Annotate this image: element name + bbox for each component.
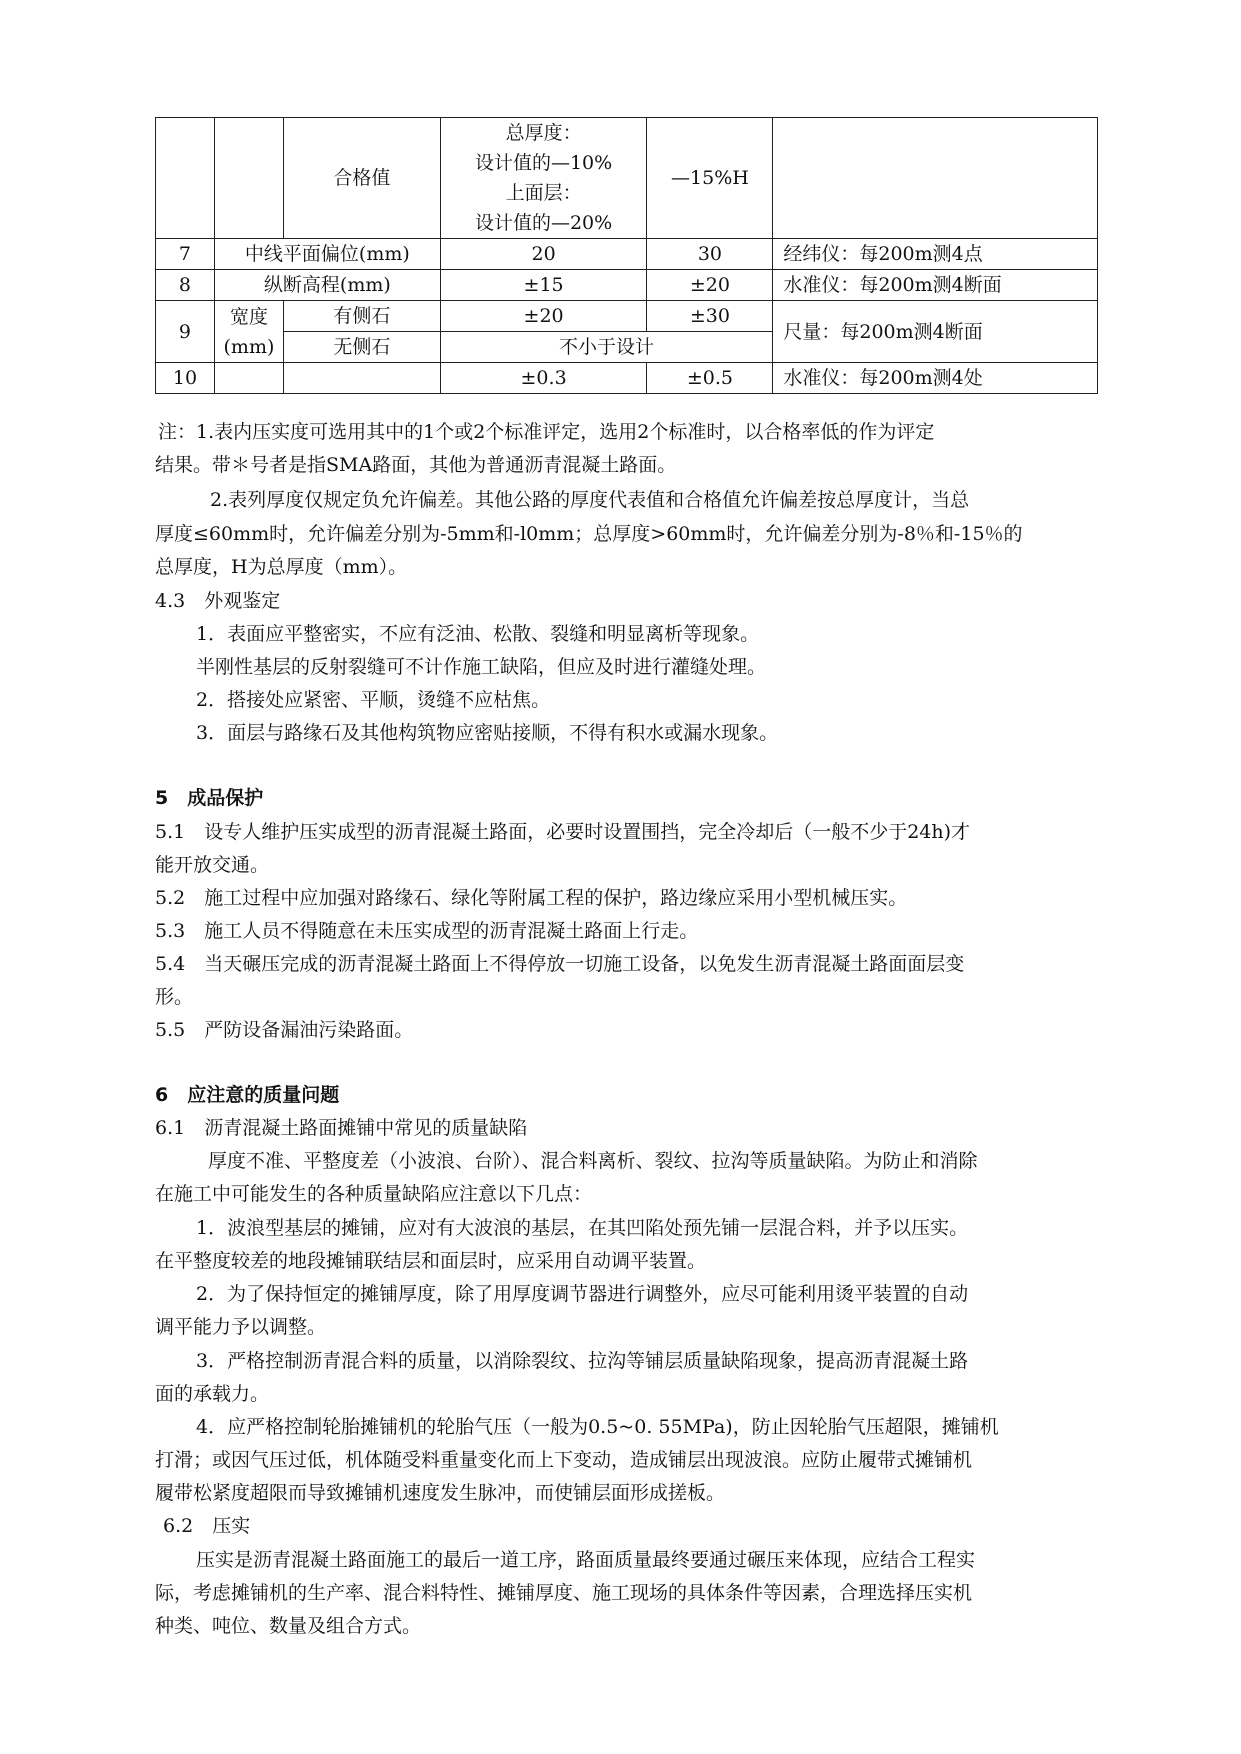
design-line: 总厚度： — [505, 122, 582, 144]
subsection-heading: 6.2 压实 — [163, 1515, 251, 1537]
row-item: 纵断高程(mm) — [214, 270, 440, 301]
table-row — [156, 239, 1098, 270]
paragraph: 能开放交通。 — [155, 854, 270, 876]
row-number: 8 — [156, 270, 215, 301]
paragraph: 压实是沥青混凝土路面施工的最后一道工序，路面质量最终要通过碾压来体现，应结合工程实 — [196, 1549, 976, 1571]
row-value: ±30 — [647, 301, 773, 332]
width-group — [214, 301, 283, 363]
row-number: 10 — [156, 363, 215, 394]
note-text: 厚度≤60mm时，允许偏差分别为-5mm和-l0mm；总厚度>60mm时，允许偏差分别为-8％和-15％的 — [155, 523, 1023, 545]
row-value: ±0.3 — [440, 363, 647, 394]
paragraph: 3．严格控制沥青混合料的质量，以消除裂纹、拉沟等铺层质量缺陷现象，提高沥青混凝土路 — [196, 1350, 969, 1372]
table-cell — [283, 363, 440, 394]
subsection-heading: 6.1 沥青混凝土路面摊铺中常见的质量缺陷 — [155, 1117, 528, 1139]
paragraph: 在施工中可能发生的各种质量缺陷应注意以下几点： — [155, 1183, 593, 1205]
section-heading: 4.3 外观鉴定 — [155, 590, 281, 612]
pass-label: 合格值 — [283, 118, 440, 239]
design-line: 设计值的—20% — [474, 212, 613, 234]
note-text: 结果。带＊号者是指SMA路面，其他为普通沥青混凝土路面。 — [155, 454, 677, 476]
table-cell — [773, 118, 1098, 239]
paragraph: 打滑；或因气压过低，机体随受料重量变化而上下变动，造成铺层出现波浪。应防止履带式摊铺机 — [155, 1449, 973, 1471]
other-tolerance: —15%H — [647, 118, 773, 239]
row-method: 经纬仪：每200m测4点 — [773, 239, 1098, 270]
note-text: 注：1.表内压实度可选用其中的1个或2个标准评定，选用2个标准时，以合格率低的作为评定 — [158, 421, 935, 443]
row-value: 30 — [647, 239, 773, 270]
paragraph: 4．应严格控制轮胎摊铺机的轮胎气压（一般为0.5~0. 55MPa)，防止因轮胎气压超限，摊铺机 — [196, 1416, 999, 1438]
section-heading: 5 成品保护 — [155, 787, 264, 809]
row-value: ±0.5 — [647, 363, 773, 394]
row-item: 中线平面偏位(mm) — [214, 239, 440, 270]
design-line: 上面层： — [505, 182, 582, 204]
row-value: 20 — [440, 239, 647, 270]
note-text: 2.表列厚度仅规定负允许偏差。其他公路的厚度代表值和合格值允许偏差按总厚度计，当总 — [210, 489, 970, 511]
paragraph: 面的承载力。 — [155, 1383, 270, 1405]
paragraph: 厚度不准、平整度差（小波浪、台阶）、混合料离析、裂纹、拉沟等质量缺陷。为防止和消除 — [208, 1150, 978, 1172]
paragraph: 1．表面应平整密实，不应有泛油、松散、裂缝和明显离析等现象。 — [196, 623, 760, 645]
table-cell — [214, 363, 283, 394]
paragraph: 5.1 设专人维护压实成型的沥青混凝土路面，必要时设置围挡，完全冷却后（一般不少于24h)才 — [155, 821, 971, 843]
paragraph: 3．面层与路缘石及其他构筑物应密贴接顺，不得有积水或漏水现象。 — [196, 722, 779, 744]
paragraph: 5.3 施工人员不得随意在未压实成型的沥青混凝土路面上行走。 — [155, 920, 699, 942]
sub-item: 有侧石 — [283, 301, 440, 332]
spec-table — [155, 117, 1098, 394]
table-cell — [156, 118, 215, 239]
group-line: (mm) — [223, 335, 275, 358]
row-value: ±20 — [440, 301, 647, 332]
group-line: 宽度 — [229, 305, 268, 328]
design-line: 设计值的—10% — [474, 152, 613, 174]
paragraph: 半刚性基层的反射裂缝可不计作施工缺陷，但应及时进行灌缝处理。 — [196, 656, 767, 678]
table-row — [156, 270, 1098, 301]
design-tolerance — [440, 118, 647, 239]
table-cell — [214, 118, 283, 239]
sub-item: 无侧石 — [283, 332, 440, 363]
section-heading: 6 应注意的质量问题 — [155, 1084, 340, 1106]
table-row — [156, 118, 1098, 239]
paragraph: 形。 — [155, 986, 194, 1008]
paragraph: 在平整度较差的地段摊铺联结层和面层时，应采用自动调平装置。 — [155, 1250, 707, 1272]
row-value: 不小于设计 — [440, 332, 773, 363]
paragraph: 5.2 施工过程中应加强对路缘石、绿化等附属工程的保护，路边缘应采用小型机械压实。 — [155, 887, 908, 909]
paragraph: 2．搭接处应紧密、平顺，烫缝不应枯焦。 — [196, 689, 551, 711]
table-row — [156, 301, 1098, 332]
note-text: 总厚度，H为总厚度（mm）。 — [155, 556, 408, 578]
paragraph: 调平能力予以调整。 — [155, 1316, 327, 1338]
paragraph: 种类、吨位、数量及组合方式。 — [155, 1615, 422, 1637]
paragraph: 1．波浪型基层的摊铺，应对有大波浪的基层，在其凹陷处预先铺一层混合料，并予以压实。 — [196, 1217, 969, 1239]
row-method: 水准仪：每200m测4处 — [773, 363, 1098, 394]
table-row — [156, 363, 1098, 394]
row-value: ±20 — [647, 270, 773, 301]
paragraph: 5.5 严防设备漏油污染路面。 — [155, 1019, 414, 1041]
paragraph: 2．为了保持恒定的摊铺厚度，除了用厚度调节器进行调整外，应尽可能利用烫平装置的自动 — [196, 1283, 969, 1305]
row-number: 7 — [156, 239, 215, 270]
paragraph: 5.4 当天碾压完成的沥青混凝土路面上不得停放一切施工设备，以免发生沥青混凝土路面面层变 — [155, 953, 965, 975]
paragraph: 际，考虑摊铺机的生产率、混合料特性、摊铺厚度、施工现场的具体条件等因素，合理选择压实机 — [155, 1582, 973, 1604]
row-method: 尺量：每200m测4断面 — [773, 301, 1098, 363]
paragraph: 履带松紧度超限而导致摊铺机速度发生脉冲，而使铺层面形成搓板。 — [155, 1482, 726, 1504]
row-value: ±15 — [440, 270, 647, 301]
row-method: 水准仪：每200m测4断面 — [773, 270, 1098, 301]
row-number: 9 — [156, 301, 215, 363]
